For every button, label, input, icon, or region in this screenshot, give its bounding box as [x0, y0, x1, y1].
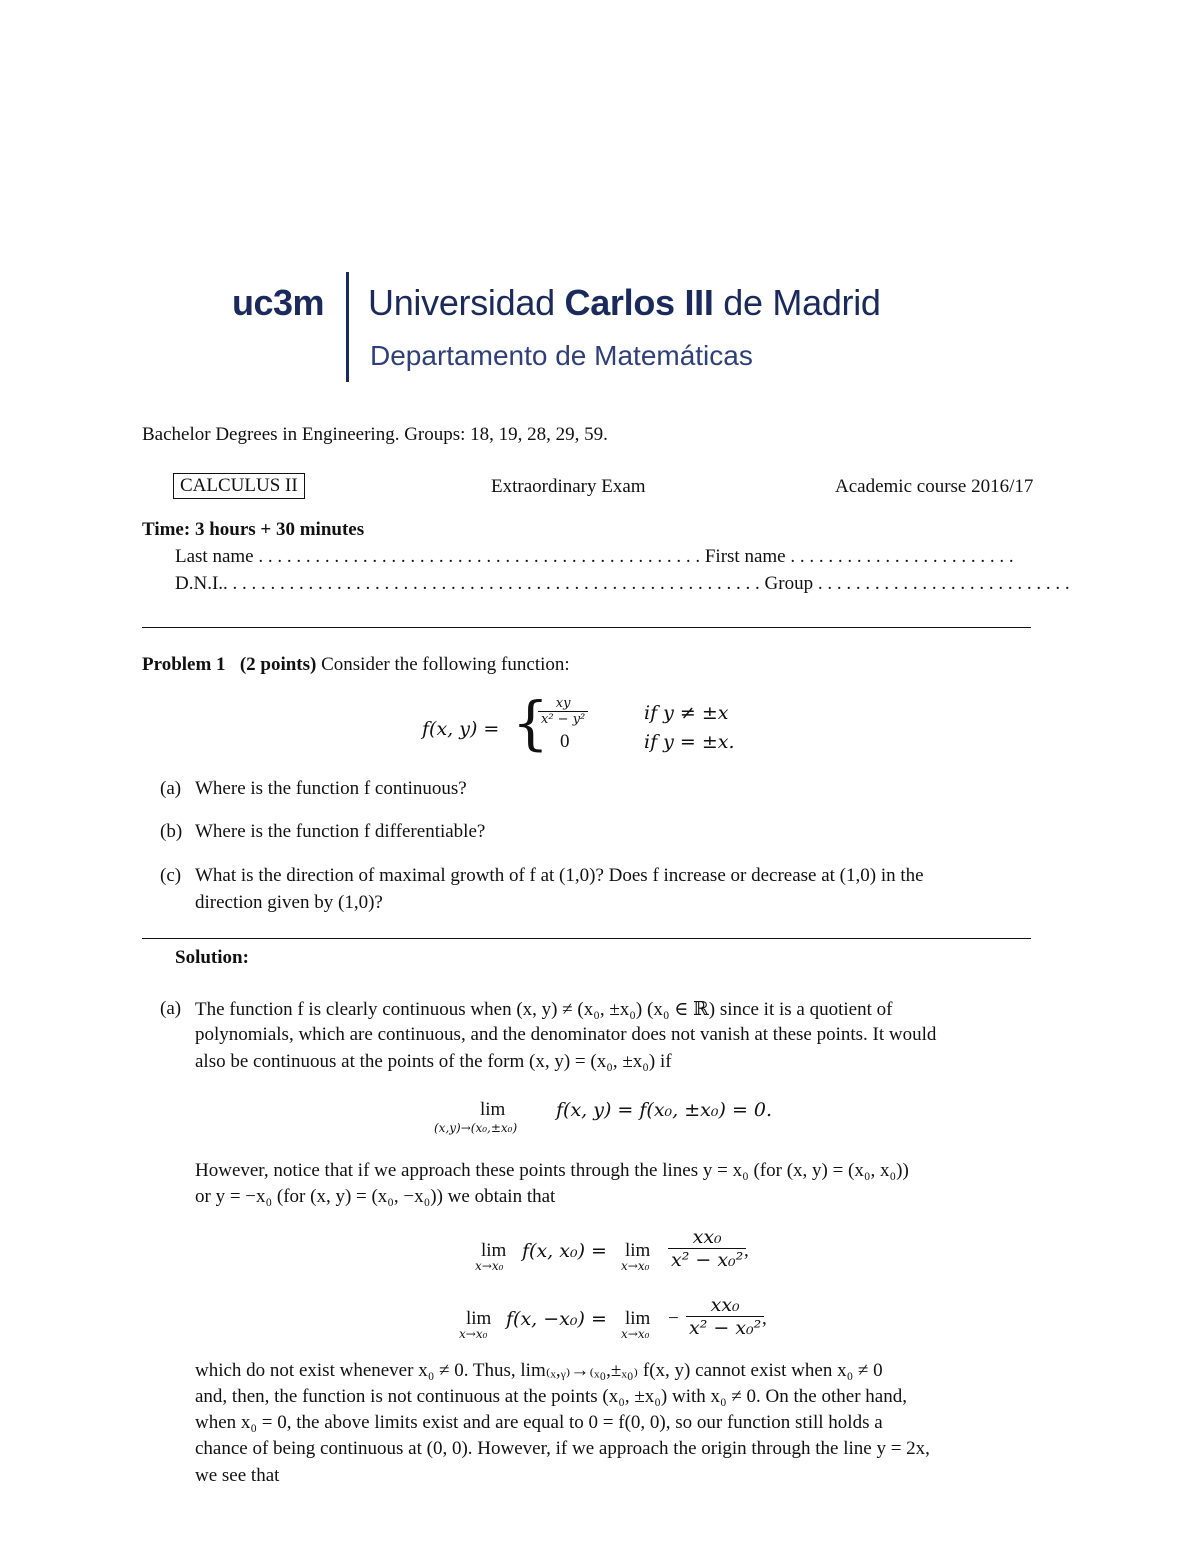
solution-p3-line4: chance of being continuous at (0, 0). However, if we approach the origin through the line y = 2x,	[195, 1438, 930, 1459]
eq2-numerator: xx₀	[668, 1226, 746, 1249]
eq1-lim: lim	[480, 1099, 506, 1120]
solution-p1-line2: polynomials, which are continuous, and the denominator does not vanish at these points. It would	[195, 1024, 937, 1045]
solution-p3-line3: when x₀ = 0, the above limits exist and are equal to 0 = f(0, 0), so our function still holds a	[195, 1412, 883, 1433]
solution-title: Solution:	[175, 947, 249, 968]
eq2-fraction	[668, 1226, 746, 1271]
academic-year: Academic course 2016/17	[835, 476, 1034, 497]
part-b-tag: (b)	[160, 821, 183, 842]
problem-label: Problem 1	[142, 654, 226, 675]
case1-condition: if y ≠ ±x	[644, 702, 729, 724]
case2-value: 0	[560, 731, 570, 752]
solution-p1-line1: The function f is clearly continuous when (x, y) ≠ (x₀, ±x₀) (x₀ ∈ ℝ) since it is a quotient of	[195, 999, 893, 1020]
part-c-question: What is the direction of maximal growth of f at (1,0)? Does f increase or decrease at (1,0) in the	[195, 865, 924, 886]
solution-p3-line1: which do not exist whenever x₀ ≠ 0. Thus, lim₍ₓ,ᵧ₎→₍ₓ₀,±ₓ₀₎ f(x, y) cannot exist when x₀ ≠ 0	[195, 1360, 883, 1381]
problem-points: (2 points)	[239, 654, 317, 675]
problem-statement	[142, 654, 570, 676]
exam-time: Time: 3 hours + 30 minutes	[142, 519, 365, 540]
eq2-left: f(x, x₀) =	[522, 1240, 607, 1262]
eq2-lim-right-sub: x→x₀	[621, 1259, 650, 1273]
eq3-lim-right: lim	[625, 1308, 651, 1329]
exam-type: Extraordinary Exam	[491, 476, 646, 497]
eq3-lim-left: lim	[466, 1308, 492, 1329]
solution-p1-line3: also be continuous at the points of the form (x, y) = (x₀, ±x₀) if	[195, 1051, 672, 1072]
eq2-end: ,	[744, 1240, 749, 1261]
degrees-line: Bachelor Degrees in Engineering. Groups: 18, 19, 28, 29, 59.	[142, 424, 608, 445]
solution-p3-line2: and, then, the function is not continuous at the points (x₀, ±x₀) with x₀ ≠ 0. On the other hand,	[195, 1386, 907, 1407]
eq2-lim-left: lim	[481, 1240, 507, 1261]
eq1-rest: f(x, y) = f(x₀, ±x₀) = 0.	[556, 1099, 773, 1121]
case1-numerator: xy	[538, 696, 588, 712]
eq3-end: ,	[762, 1308, 767, 1329]
part-a-tag: (a)	[160, 778, 182, 799]
dni-label: D.N.I.	[175, 573, 224, 594]
univ-pre: Universidad	[368, 282, 565, 323]
problem-intro: Consider the following function:	[321, 654, 570, 675]
firstname-label: First name	[704, 546, 786, 567]
lastname-row	[175, 546, 1014, 568]
solution-p2-line2: or y = −x₀ (for (x, y) = (x₀, −x₀)) we obtain that	[195, 1186, 556, 1207]
solution-p3-line5: we see that	[195, 1465, 280, 1486]
part-c-tag: (c)	[160, 865, 182, 886]
eq3-denominator: x² − x₀²	[689, 1317, 762, 1339]
eq2-lim-right: lim	[625, 1240, 651, 1261]
part-c-question-cont: direction given by (1,0)?	[195, 892, 383, 913]
eq3-minus: −	[668, 1308, 679, 1329]
department-name: Departamento de Matemáticas	[370, 340, 753, 371]
lastname-field: . . . . . . . . . . . . . . . . . . . . . . . . . . . . . . . . . . . . . . . . . . . . . . .	[258, 546, 701, 567]
university-logo-short: uc3m	[232, 282, 325, 323]
university-name	[368, 282, 881, 324]
firstname-field: . . . . . . . . . . . . . . . . . . . . . . . .	[790, 546, 1014, 567]
function-definition: f(x, y) =	[422, 718, 500, 740]
header-rule	[142, 627, 1031, 628]
eq2-denominator: x² − x₀²	[671, 1249, 744, 1271]
lastname-label: Last name	[175, 546, 254, 567]
piecewise-brace: {	[512, 689, 549, 757]
logo-divider	[346, 272, 349, 382]
eq3-numerator: xx₀	[686, 1294, 764, 1317]
part-a-question: Where is the function f continuous?	[195, 778, 467, 799]
part-b-question: Where is the function f differentiable?	[195, 821, 486, 842]
eq3-left: f(x, −x₀) =	[506, 1308, 607, 1330]
univ-bold: Carlos III	[564, 282, 714, 323]
dni-row	[175, 573, 1070, 595]
group-label: Group	[764, 573, 814, 594]
univ-post: de Madrid	[713, 282, 881, 323]
case1-fraction	[538, 696, 588, 727]
group-field: . . . . . . . . . . . . . . . . . . . . . . . . . . .	[817, 573, 1070, 594]
eq3-fraction	[686, 1294, 764, 1339]
eq2-lim-left-sub: x→x₀	[475, 1259, 504, 1273]
case1-denominator: x² − y²	[541, 712, 586, 727]
eq1-lim-subscript: (x,y)→(x₀,±x₀)	[434, 1121, 518, 1135]
eq3-lim-right-sub: x→x₀	[621, 1327, 650, 1341]
course-title: CALCULUS II	[173, 473, 305, 499]
eq3-lim-left-sub: x→x₀	[459, 1327, 488, 1341]
dni-field: . . . . . . . . . . . . . . . . . . . . . . . . . . . . . . . . . . . . . . . . . . . . . . . . . . . . . . . . .	[223, 573, 760, 594]
solution-rule	[142, 938, 1031, 939]
solution-p2-line1: However, notice that if we approach these points through the lines y = x₀ (for (x, y) = (x₀, x₀))	[195, 1160, 909, 1181]
case2-condition: if y = ±x.	[644, 731, 735, 753]
solution-a-tag: (a)	[160, 998, 182, 1019]
